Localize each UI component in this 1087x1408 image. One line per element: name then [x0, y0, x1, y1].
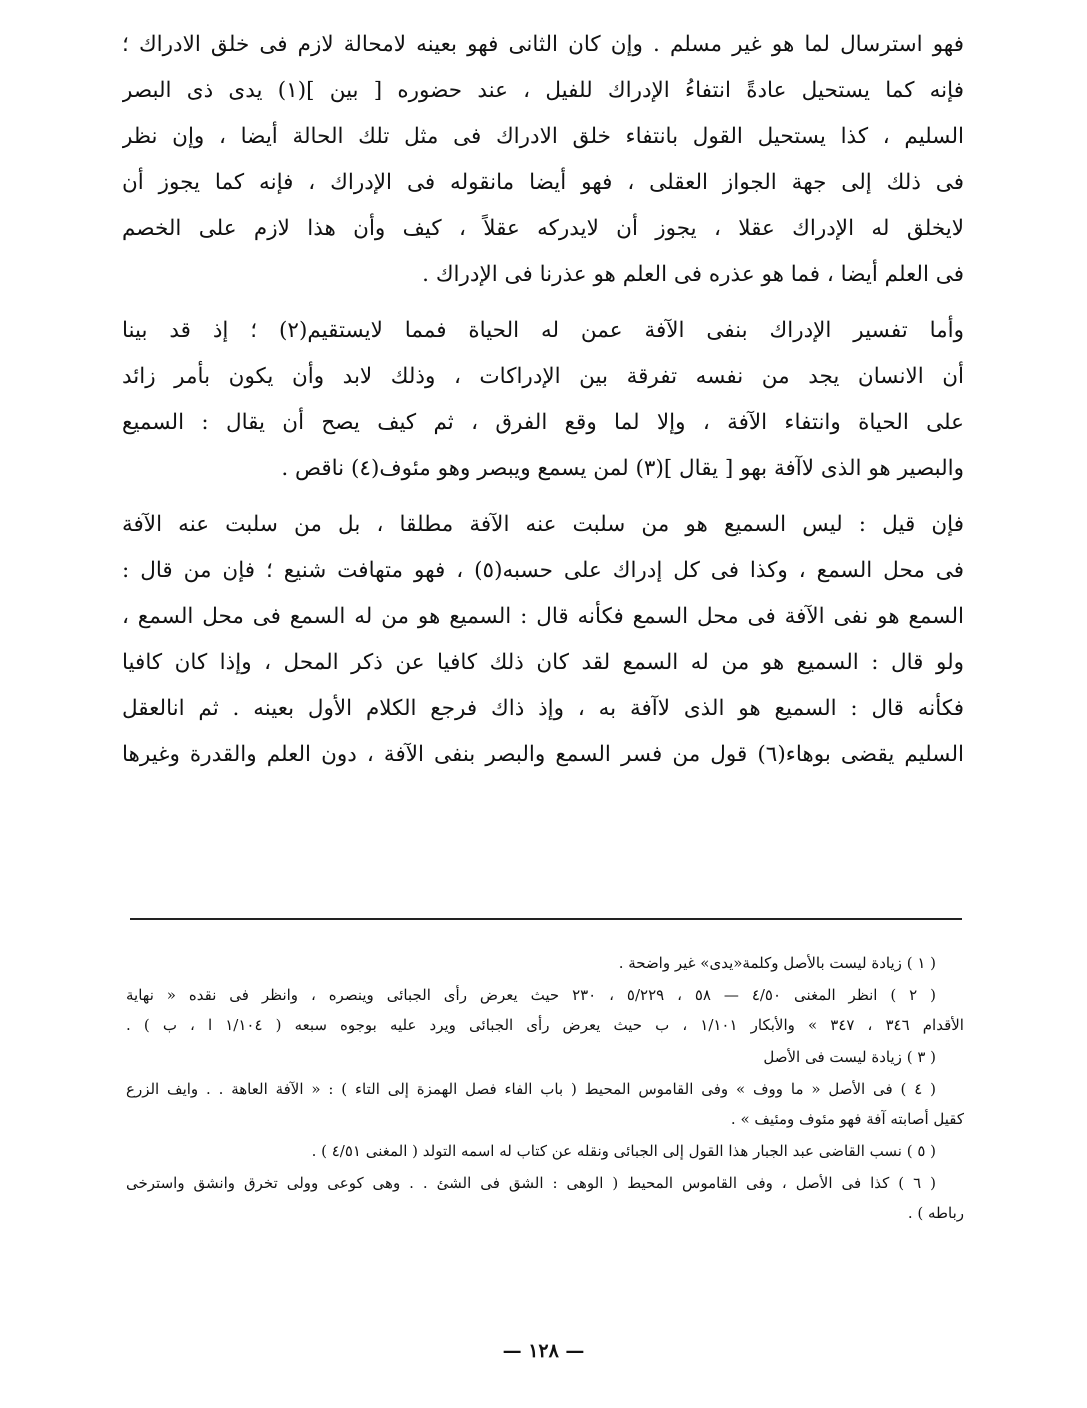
footnote-line: ( ٥ ) نسب القاضى عبد الجبار هذا القول إلى الجبائى ونقله عن كتاب له اسمه التولد ( المغنى ٤/٥١ ) . — [311, 1142, 936, 1160]
text-line: السليم ، كذا يستحيل القول بانتفاء خلق الادراك فى مثل تلك الحالة أيضا ، وإن نظر — [122, 124, 964, 149]
footnote-6 — [126, 1168, 964, 1228]
text-line: على الحياة وانتفاء الآفة ، وإلا لما وقع الفرق ، ثم كيف يصح أن يقال : السميع — [122, 410, 964, 435]
text-line: فى محل السمع ، وكذا فى كل إدراك على حسبه(٥) ، فهو متهافت شنيع ؛ فإن من قال : — [122, 558, 964, 583]
text-line: فى العلم أيضا ، فما هو عذره فى العلم هو عذرنا فى الإدراك . — [422, 262, 964, 287]
footnote-line: كقيل أصابته آفة فهو مئوف ومئيف » . — [730, 1110, 964, 1128]
footnote-line: ( ١ ) زيادة ليست بالأصل وكلمة«يدى» غير واضحة . — [618, 954, 936, 972]
footnote-line: الأقدام ٣٤٦ ، ٣٤٧ » والأبكار ١/١٠١ ، ب حيث يعرض رأى الجبائى ويرد عليه بوجوه سبعه ( ١/١٠٤ ا ، ب ) . — [126, 1016, 964, 1034]
footnote-4 — [126, 1074, 964, 1134]
text-line: أن الانسان يجد من نفسه تفرقة بين الإدراكات ، وذلك لابد وأن يكون بأمر زائد — [122, 364, 964, 389]
text-line: ولو قال : السميع هو من له السمع لقد كان ذلك كافيا عن ذكر المحل ، وإذا كان كافيا — [122, 650, 964, 675]
footnote-3 — [126, 1042, 964, 1072]
footnote-separator — [130, 918, 962, 920]
text-line: السمع هو نفى الآفة فى محل السمع فكأنه قال : السميع هو من له السمع فى محل السمع ، — [122, 604, 964, 629]
text-line: فإن قيل : ليس السميع هو من سلبت عنه الآفة مطلقا ، بل من سلبت عنه الآفة — [122, 512, 964, 537]
text-line: فكأنه قال : السميع هو الذى لاآفة به ، وإذ ذاك فرجع الكلام الأول بعينه . ثم انالعقل — [122, 696, 964, 721]
text-line: فهو استرسال لما هو غير مسلم . وإن كان الثانى فهو بعينه لامحالة لازم فى خلق الادراك ؛ — [122, 32, 964, 57]
footnote-2 — [126, 980, 964, 1040]
footnote-line: ( ٦ ) كذا فى الأصل ، وفى القاموس المحيط ( الوهى : الشق فى الشئ . . وهى كوعى وولى تخرق وانشق واسترخى — [126, 1174, 936, 1192]
paragraph-2 — [122, 308, 964, 492]
text-line: وأما تفسير الإدراك بنفى الآفة عمن له الحياة فمما لايستقيم(٢) ؛ إذ قد بينا — [122, 318, 964, 343]
footnotes — [126, 948, 964, 1230]
footnote-line: رباطه ) . — [907, 1204, 964, 1222]
footnote-1 — [126, 948, 964, 978]
text-line: والبصير هو الذى لاآفة بهو [ يقال ](٣) لمن يسمع ويبصر وهو مئوف(٤) ناقص . — [281, 456, 964, 481]
paragraph-1 — [122, 22, 964, 298]
text-line: السليم يقضى بوهاء(٦) قول من فسر السمع والبصر بنفى الآفة ، دون العلم والقدرة وغيرها — [122, 742, 964, 767]
footnote-line: ( ٤ ) فى الأصل « ما ووف » وفى القاموس المحيط ( باب الفاء فصل الهمزة إلى التاء ) : « الآفة العاهة . . وايف الزرع — [126, 1080, 936, 1098]
footnote-5 — [126, 1136, 964, 1166]
text-line: فإنه كما يستحيل عادةً انتفاءُ الإدراك للفيل ، عند حضوره [ بين ](١) يدى ذى البصر — [122, 78, 964, 103]
footnote-line: ( ٢ ) انظر المغنى ٤/٥٠ — ٥٨ ، ٥/٢٢٩ ، ٢٣٠ حيث يعرض رأى الجبائى وينصره ، وانظر فى نقده « نهاية — [126, 986, 936, 1004]
footnote-line: ( ٣ ) زيادة ليست فى الأصل — [763, 1048, 936, 1066]
text-line: لايخلق له الإدراك عقلا ، يجوز أن لايدركه عقلاً ، كيف وأن هذا لازم على الخصم — [122, 216, 964, 241]
main-text — [122, 22, 964, 778]
paragraph-3 — [122, 502, 964, 778]
text-line: فى ذلك إلى جهة الجواز العقلى ، فهو أيضا مانقوله فى الإدراك ، فإنه كما يجوز أن — [122, 170, 964, 195]
page-number: — ١٢٨ — — [502, 1340, 585, 1362]
